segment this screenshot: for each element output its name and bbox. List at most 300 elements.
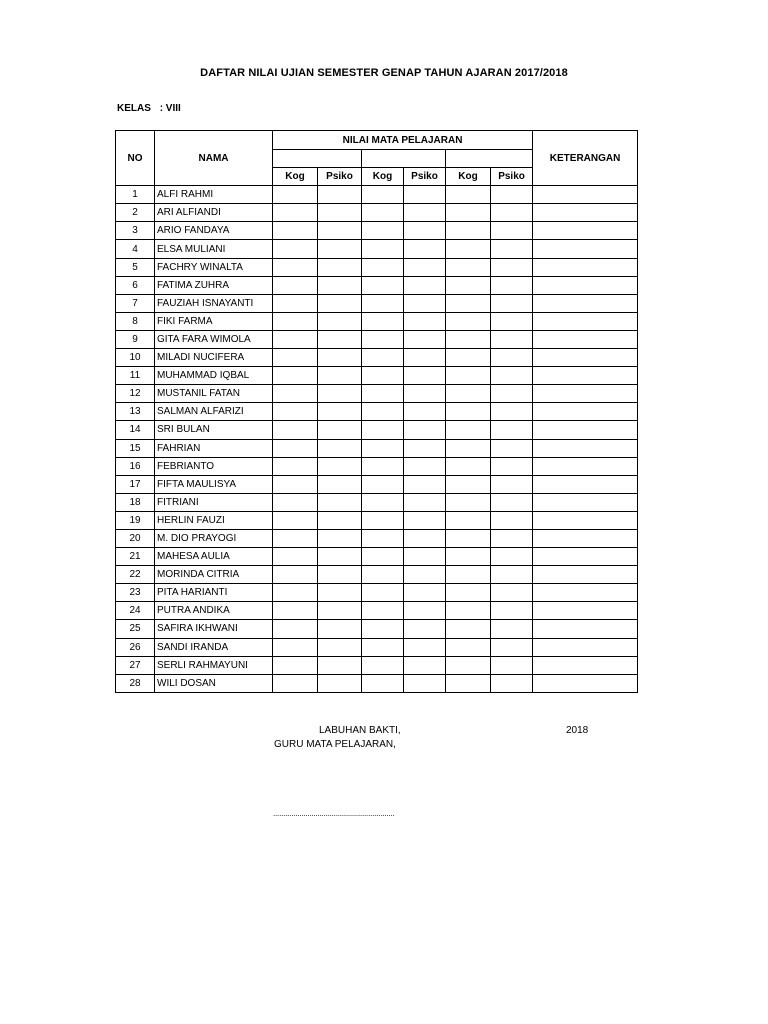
row-number: 11 [116,367,155,385]
psiko-cell[interactable] [318,439,362,457]
keterangan-cell[interactable] [533,403,638,421]
psiko-cell[interactable] [404,294,446,312]
row-number: 25 [116,620,155,638]
row-number: 6 [116,276,155,294]
student-name: FIFTA MAULISYA [155,475,273,493]
psiko-cell[interactable] [491,421,533,439]
kog-cell[interactable] [446,276,491,294]
kog-cell[interactable] [362,367,404,385]
kog-cell[interactable] [273,330,318,348]
table-row [116,602,638,620]
table-row [116,367,638,385]
kog-cell[interactable] [362,421,404,439]
psiko-cell[interactable] [318,548,362,566]
psiko-cell[interactable] [491,638,533,656]
kog-cell[interactable] [273,349,318,367]
table-row [116,674,638,692]
psiko-cell[interactable] [404,548,446,566]
psiko-cell[interactable] [318,403,362,421]
psiko-cell[interactable] [318,330,362,348]
table-row [116,222,638,240]
table-row [116,204,638,222]
kog-cell[interactable] [362,204,404,222]
keterangan-cell[interactable] [533,566,638,584]
kog-cell[interactable] [362,330,404,348]
kog-cell[interactable] [362,548,404,566]
keterangan-cell[interactable] [533,674,638,692]
psiko-cell[interactable] [491,475,533,493]
kog-cell[interactable] [446,330,491,348]
psiko-cell[interactable] [491,240,533,258]
table-row [116,186,638,204]
psiko-cell[interactable] [491,330,533,348]
subject-header-1 [273,150,362,168]
kog-cell[interactable] [446,548,491,566]
psiko-cell[interactable] [404,529,446,547]
grade-rows [116,186,638,693]
header-nilai-mata-pelajaran: NILAI MATA PELAJARAN [273,131,533,150]
psiko-cell[interactable] [404,457,446,475]
table-row [116,403,638,421]
row-number: 3 [116,222,155,240]
psiko-cell[interactable] [318,656,362,674]
psiko-cell[interactable] [318,186,362,204]
psiko-cell[interactable] [404,439,446,457]
table-row [116,294,638,312]
student-name: FITRIANI [155,493,273,511]
kog-cell[interactable] [273,385,318,403]
table-row [116,385,638,403]
table-row [116,511,638,529]
row-number: 7 [116,294,155,312]
psiko-cell[interactable] [491,511,533,529]
student-name: FACHRY WINALTA [155,258,273,276]
keterangan-cell[interactable] [533,475,638,493]
student-name: FIKI FARMA [155,312,273,330]
psiko-cell[interactable] [491,258,533,276]
student-name: MILADI NUCIFERA [155,349,273,367]
table-row [116,493,638,511]
student-name: FAHRIAN [155,439,273,457]
row-number: 28 [116,674,155,692]
row-number: 23 [116,584,155,602]
keterangan-cell[interactable] [533,349,638,367]
psiko-cell[interactable] [491,385,533,403]
psiko-cell[interactable] [318,421,362,439]
row-number: 17 [116,475,155,493]
kog-cell[interactable] [273,403,318,421]
kog-cell[interactable] [362,674,404,692]
kog-cell[interactable] [446,457,491,475]
psiko-cell[interactable] [404,475,446,493]
kog-cell[interactable] [446,240,491,258]
kog-cell[interactable] [446,584,491,602]
kog-cell[interactable] [362,584,404,602]
kog-cell[interactable] [273,475,318,493]
row-number: 13 [116,403,155,421]
psiko-cell[interactable] [318,493,362,511]
psiko-cell[interactable] [404,258,446,276]
kelas-label: KELAS [117,103,151,114]
psiko-cell[interactable] [404,421,446,439]
header-kog-2: Kog [362,168,404,186]
row-number: 26 [116,638,155,656]
header-no: NO [116,131,155,186]
keterangan-cell[interactable] [533,602,638,620]
psiko-cell[interactable] [491,403,533,421]
keterangan-cell[interactable] [533,240,638,258]
kog-cell[interactable] [273,204,318,222]
psiko-cell[interactable] [318,620,362,638]
kog-cell[interactable] [273,638,318,656]
table-row [116,457,638,475]
header-kog-3: Kog [446,168,491,186]
student-name: SALMAN ALFARIZI [155,403,273,421]
kog-cell[interactable] [362,258,404,276]
kog-cell[interactable] [273,620,318,638]
kog-cell[interactable] [273,276,318,294]
keterangan-cell[interactable] [533,421,638,439]
keterangan-cell[interactable] [533,439,638,457]
table-row [116,312,638,330]
kog-cell[interactable] [362,566,404,584]
row-number: 1 [116,186,155,204]
keterangan-cell[interactable] [533,638,638,656]
psiko-cell[interactable] [318,312,362,330]
student-name: GITA FARA WIMOLA [155,330,273,348]
psiko-cell[interactable] [318,602,362,620]
kog-cell[interactable] [362,186,404,204]
kog-cell[interactable] [362,602,404,620]
kog-cell[interactable] [362,493,404,511]
kog-cell[interactable] [446,602,491,620]
psiko-cell[interactable] [404,330,446,348]
kog-cell[interactable] [446,674,491,692]
psiko-cell[interactable] [491,620,533,638]
keterangan-cell[interactable] [533,312,638,330]
psiko-cell[interactable] [491,204,533,222]
student-name: MUSTANIL FATAN [155,385,273,403]
psiko-cell[interactable] [318,240,362,258]
kog-cell[interactable] [446,186,491,204]
keterangan-cell[interactable] [533,258,638,276]
psiko-cell[interactable] [318,276,362,294]
kog-cell[interactable] [446,529,491,547]
kog-cell[interactable] [362,385,404,403]
psiko-cell[interactable] [404,656,446,674]
kog-cell[interactable] [362,403,404,421]
psiko-cell[interactable] [404,602,446,620]
psiko-cell[interactable] [491,349,533,367]
table-row [116,240,638,258]
kog-cell[interactable] [273,186,318,204]
kog-cell[interactable] [362,349,404,367]
student-name: SRI BULAN [155,421,273,439]
psiko-cell[interactable] [404,674,446,692]
header-nama: NAMA [155,131,273,186]
class-label [117,103,181,114]
kog-cell[interactable] [273,656,318,674]
psiko-cell[interactable] [318,204,362,222]
table-row [116,421,638,439]
psiko-cell[interactable] [491,186,533,204]
psiko-cell[interactable] [404,620,446,638]
row-number: 22 [116,566,155,584]
keterangan-cell[interactable] [533,276,638,294]
keterangan-cell[interactable] [533,385,638,403]
psiko-cell[interactable] [404,222,446,240]
student-name: PITA HARIANTI [155,584,273,602]
student-name: ELSA MULIANI [155,240,273,258]
kog-cell[interactable] [273,529,318,547]
psiko-cell[interactable] [491,312,533,330]
student-name: ARI ALFIANDI [155,204,273,222]
psiko-cell[interactable] [404,349,446,367]
psiko-cell[interactable] [318,638,362,656]
table-row [116,656,638,674]
keterangan-cell[interactable] [533,620,638,638]
psiko-cell[interactable] [404,584,446,602]
kog-cell[interactable] [446,312,491,330]
kog-cell[interactable] [273,584,318,602]
signature-place: LABUHAN BAKTI, [319,725,401,736]
kog-cell[interactable] [446,294,491,312]
row-number: 12 [116,385,155,403]
psiko-cell[interactable] [404,186,446,204]
psiko-cell[interactable] [404,240,446,258]
student-name: SAFIRA IKHWANI [155,620,273,638]
table-row [116,620,638,638]
header-row-group [116,131,638,150]
kog-cell[interactable] [273,222,318,240]
psiko-cell[interactable] [404,638,446,656]
table-row [116,584,638,602]
document-title: DAFTAR NILAI UJIAN SEMESTER GENAP TAHUN AJARAN 2017/2018 [200,67,568,79]
student-name: PUTRA ANDIKA [155,602,273,620]
psiko-cell[interactable] [491,276,533,294]
kog-cell[interactable] [273,566,318,584]
psiko-cell[interactable] [404,276,446,294]
psiko-cell[interactable] [318,385,362,403]
psiko-cell[interactable] [491,439,533,457]
psiko-cell[interactable] [491,584,533,602]
kog-cell[interactable] [362,638,404,656]
kog-cell[interactable] [362,276,404,294]
psiko-cell[interactable] [491,529,533,547]
psiko-cell[interactable] [318,475,362,493]
psiko-cell[interactable] [404,511,446,529]
table-row [116,548,638,566]
psiko-cell[interactable] [318,294,362,312]
kog-cell[interactable] [446,258,491,276]
table-row [116,330,638,348]
signature-role: GURU MATA PELAJARAN, [274,739,396,750]
psiko-cell[interactable] [491,674,533,692]
psiko-cell[interactable] [404,204,446,222]
keterangan-cell[interactable] [533,656,638,674]
kog-cell[interactable] [446,439,491,457]
psiko-cell[interactable] [404,367,446,385]
table-row [116,439,638,457]
student-name: MORINDA CITRIA [155,566,273,584]
row-number: 14 [116,421,155,439]
row-number: 20 [116,529,155,547]
psiko-cell[interactable] [404,566,446,584]
psiko-cell[interactable] [318,674,362,692]
table-row [116,475,638,493]
psiko-cell[interactable] [318,529,362,547]
keterangan-cell[interactable] [533,204,638,222]
row-number: 19 [116,511,155,529]
kog-cell[interactable] [362,439,404,457]
kog-cell[interactable] [362,222,404,240]
kog-cell[interactable] [446,493,491,511]
psiko-cell[interactable] [318,457,362,475]
student-name: WILI DOSAN [155,674,273,692]
kog-cell[interactable] [446,421,491,439]
row-number: 16 [116,457,155,475]
signature-year: 2018 [566,725,589,736]
kog-cell[interactable] [362,620,404,638]
keterangan-cell[interactable] [533,222,638,240]
keterangan-cell[interactable] [533,457,638,475]
student-name: ALFI RAHMI [155,186,273,204]
kog-cell[interactable] [273,240,318,258]
kog-cell[interactable] [273,294,318,312]
psiko-cell[interactable] [491,493,533,511]
student-name: HERLIN FAUZI [155,511,273,529]
row-number: 2 [116,204,155,222]
psiko-cell[interactable] [491,367,533,385]
kog-cell[interactable] [362,529,404,547]
keterangan-cell[interactable] [533,493,638,511]
kog-cell[interactable] [273,421,318,439]
kog-cell[interactable] [273,548,318,566]
kog-cell[interactable] [273,258,318,276]
row-number: 4 [116,240,155,258]
header-keterangan: KETERANGAN [533,131,638,186]
keterangan-cell[interactable] [533,584,638,602]
kog-cell[interactable] [446,656,491,674]
student-name: MUHAMMAD IQBAL [155,367,273,385]
kog-cell[interactable] [273,493,318,511]
kog-cell[interactable] [446,367,491,385]
kog-cell[interactable] [446,511,491,529]
student-name: MAHESA AULIA [155,548,273,566]
psiko-cell[interactable] [318,349,362,367]
psiko-cell[interactable] [318,367,362,385]
psiko-cell[interactable] [404,312,446,330]
student-name: SERLI RAHMAYUNI [155,656,273,674]
row-number: 10 [116,349,155,367]
psiko-cell[interactable] [491,566,533,584]
kog-cell[interactable] [446,475,491,493]
subject-header-2 [362,150,446,168]
header-psiko-3: Psiko [491,168,533,186]
table-row [116,566,638,584]
kog-cell[interactable] [362,294,404,312]
keterangan-cell[interactable] [533,367,638,385]
kog-cell[interactable] [446,403,491,421]
table-row [116,349,638,367]
row-number: 21 [116,548,155,566]
psiko-cell[interactable] [318,258,362,276]
row-number: 9 [116,330,155,348]
grades-table [115,130,638,693]
psiko-cell[interactable] [491,457,533,475]
psiko-cell[interactable] [491,294,533,312]
table-row [116,529,638,547]
psiko-cell[interactable] [404,403,446,421]
kog-cell[interactable] [273,367,318,385]
subject-header-3 [446,150,533,168]
kog-cell[interactable] [446,638,491,656]
kog-cell[interactable] [273,439,318,457]
header-psiko-2: Psiko [404,168,446,186]
keterangan-cell[interactable] [533,529,638,547]
keterangan-cell[interactable] [533,548,638,566]
psiko-cell[interactable] [318,566,362,584]
header-psiko-1: Psiko [318,168,362,186]
kog-cell[interactable] [362,240,404,258]
kog-cell[interactable] [362,511,404,529]
kog-cell[interactable] [273,674,318,692]
psiko-cell[interactable] [318,511,362,529]
kog-cell[interactable] [446,620,491,638]
psiko-cell[interactable] [318,584,362,602]
row-number: 5 [116,258,155,276]
keterangan-cell[interactable] [533,330,638,348]
header-kog-1: Kog [273,168,318,186]
student-name: ARIO FANDAYA [155,222,273,240]
kelas-value: : VIII [159,103,181,114]
kog-cell[interactable] [273,602,318,620]
kog-cell[interactable] [273,457,318,475]
kog-cell[interactable] [362,457,404,475]
psiko-cell[interactable] [491,656,533,674]
psiko-cell[interactable] [404,385,446,403]
psiko-cell[interactable] [318,222,362,240]
student-name: SANDI IRANDA [155,638,273,656]
psiko-cell[interactable] [491,548,533,566]
kog-cell[interactable] [446,222,491,240]
psiko-cell[interactable] [491,222,533,240]
row-number: 8 [116,312,155,330]
row-number: 24 [116,602,155,620]
kog-cell[interactable] [446,349,491,367]
kog-cell[interactable] [446,566,491,584]
row-number: 15 [116,439,155,457]
kog-cell[interactable] [446,204,491,222]
student-name: FAUZIAH ISNAYANTI [155,294,273,312]
student-name: FATIMA ZUHRA [155,276,273,294]
keterangan-cell[interactable] [533,186,638,204]
row-number: 18 [116,493,155,511]
keterangan-cell[interactable] [533,294,638,312]
psiko-cell[interactable] [491,602,533,620]
kog-cell[interactable] [446,385,491,403]
kog-cell[interactable] [273,312,318,330]
psiko-cell[interactable] [404,493,446,511]
kog-cell[interactable] [362,312,404,330]
kog-cell[interactable] [362,656,404,674]
table-row [116,258,638,276]
kog-cell[interactable] [273,511,318,529]
student-name: FEBRIANTO [155,457,273,475]
kog-cell[interactable] [362,475,404,493]
row-number: 27 [116,656,155,674]
keterangan-cell[interactable] [533,511,638,529]
